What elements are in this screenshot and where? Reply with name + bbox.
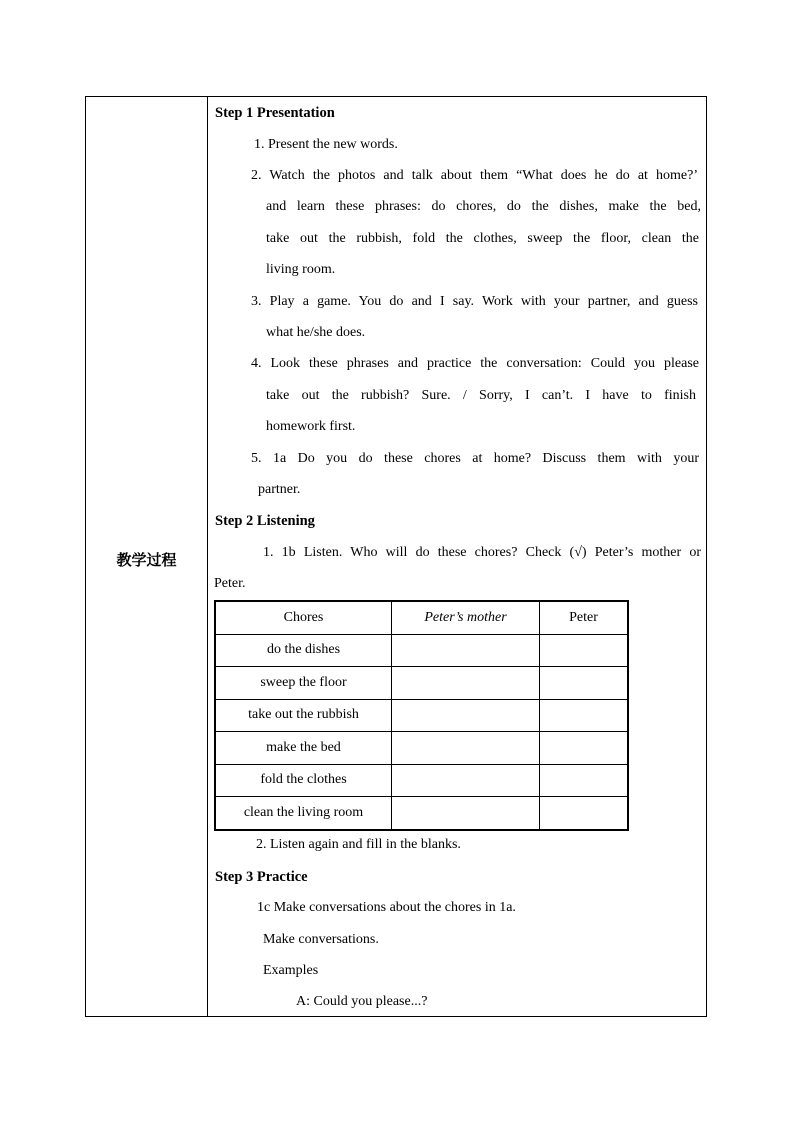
- table-row: [215, 764, 628, 797]
- peter-check-cell[interactable]: [540, 699, 629, 732]
- chores-table: [214, 600, 629, 831]
- table-row: [215, 667, 628, 700]
- peter-check-cell[interactable]: [540, 732, 629, 765]
- step2-item1-line1: 1. 1b Listen. Who will do these chores? Check (√) Peter’s mother or: [263, 545, 701, 560]
- step1-item3-line1: 3. Play a game. You do and I say. Work with your partner, and guess: [251, 294, 698, 309]
- table-header-row: [215, 601, 628, 634]
- header-peter: Peter: [540, 601, 629, 634]
- left-column: [86, 97, 208, 1016]
- mother-check-cell[interactable]: [392, 634, 540, 667]
- step1-heading: Step 1 Presentation: [215, 105, 335, 121]
- mother-check-cell[interactable]: [392, 797, 540, 830]
- step2-item2: 2. Listen again and fill in the blanks.: [256, 837, 461, 852]
- step3-heading: Step 3 Practice: [215, 869, 308, 885]
- table-row: [215, 797, 628, 830]
- table-row: [215, 699, 628, 732]
- step1-item2-line1: 2. Watch the photos and talk about them “What does he do at home?’: [251, 168, 698, 183]
- step2-item1-line2: Peter.: [214, 576, 246, 591]
- step1-item5-line2: partner.: [258, 482, 301, 497]
- step1-item4-line2: take out the rubbish? Sure. / Sorry, I can’t. I have to finish: [266, 388, 696, 403]
- step1-item1: 1. Present the new words.: [254, 137, 398, 152]
- step1-item2-line2: and learn these phrases: do chores, do the dishes, make the bed,: [266, 199, 701, 214]
- mother-check-cell[interactable]: [392, 764, 540, 797]
- step1-item5-line1: 5. 1a Do you do these chores at home? Discuss them with your: [251, 451, 699, 466]
- chore-cell: do the dishes: [215, 634, 392, 667]
- header-chores: Chores: [215, 601, 392, 634]
- step2-heading: Step 2 Listening: [215, 513, 315, 529]
- step1-item2-line3: take out the rubbish, fold the clothes, sweep the floor, clean the: [266, 231, 699, 246]
- mother-check-cell[interactable]: [392, 699, 540, 732]
- step3-line2: Make conversations.: [263, 932, 379, 947]
- step3-line4: A: Could you please...?: [296, 994, 428, 1009]
- mother-check-cell[interactable]: [392, 667, 540, 700]
- peter-check-cell[interactable]: [540, 764, 629, 797]
- table-row: [215, 634, 628, 667]
- chore-cell: make the bed: [215, 732, 392, 765]
- table-row: [215, 732, 628, 765]
- mother-check-cell[interactable]: [392, 732, 540, 765]
- chore-cell: sweep the floor: [215, 667, 392, 700]
- chore-cell: take out the rubbish: [215, 699, 392, 732]
- header-peters-mother: Peter’s mother: [392, 601, 540, 634]
- chore-cell: clean the living room: [215, 797, 392, 830]
- section-label: 教学过程: [116, 551, 177, 569]
- chore-cell: fold the clothes: [215, 764, 392, 797]
- peter-check-cell[interactable]: [540, 634, 629, 667]
- step1-item2-line4: living room.: [266, 262, 336, 277]
- step3-line3: Examples: [263, 963, 319, 978]
- step1-item4-line1: 4. Look these phrases and practice the conversation: Could you please: [251, 356, 699, 371]
- step3-line1: 1c Make conversations about the chores in 1a.: [257, 900, 516, 915]
- step1-item4-line3: homework first.: [266, 419, 356, 434]
- peter-check-cell[interactable]: [540, 667, 629, 700]
- peter-check-cell[interactable]: [540, 797, 629, 830]
- step1-item3-line2: what he/she does.: [266, 325, 366, 340]
